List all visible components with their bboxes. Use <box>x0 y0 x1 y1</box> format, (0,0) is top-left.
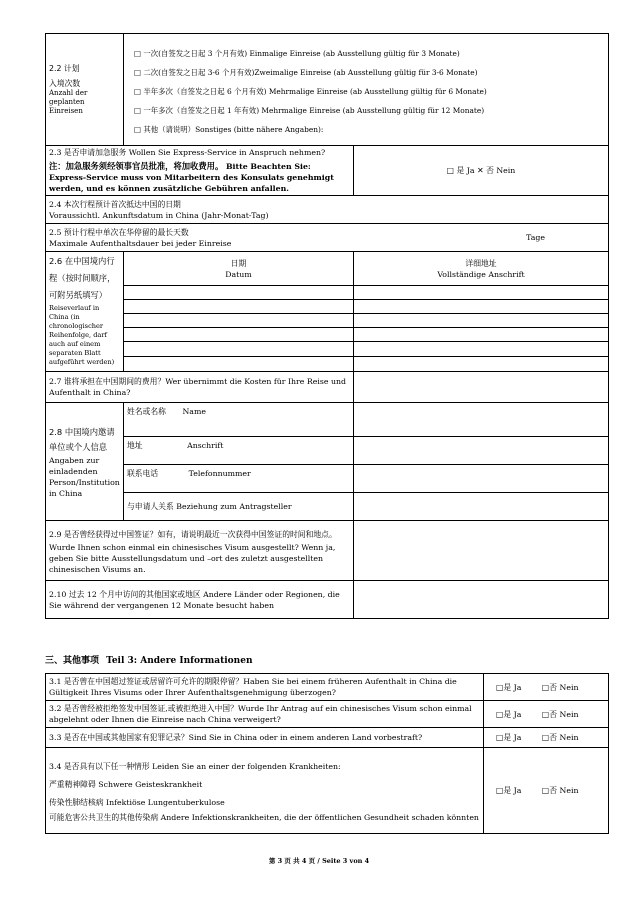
q31-question: 3.1 是否曾在中国超过签证或居留许可允许的期限停留？Haben Sie bei einem früheren Aufenthalt in China die Gültigkeit Ihres Visums oder Ihrer Aufenthaltsgenehmigung überzogen? <box>46 674 484 701</box>
q26-row <box>46 300 609 314</box>
q33-nein[interactable]: □否 Nein <box>541 733 579 742</box>
q26-address-input[interactable] <box>354 357 609 372</box>
q26-col-address <box>354 252 609 286</box>
q23-text <box>46 146 354 196</box>
q34-ja[interactable]: □是 Ja <box>496 786 522 795</box>
row-3-1 <box>46 674 609 701</box>
q24-cell[interactable] <box>46 196 609 224</box>
q28-address-label <box>124 437 354 465</box>
q26-address-input[interactable] <box>354 342 609 357</box>
other-info-table <box>45 673 609 834</box>
q32-ja[interactable]: □是 Ja <box>496 709 522 719</box>
q31-nein[interactable]: □否 Nein <box>541 682 579 692</box>
q22-option-once[interactable]: □ 一次(自签发之日起 3 个月有效) Einmalige Einreise (ab Ausstellung gültig für 3 Monate) <box>134 49 460 58</box>
q31-answer <box>484 674 609 701</box>
q26-col1-cn: 日期 <box>230 258 247 268</box>
q34-item3: 可能危害公共卫生的其他传染病 Andere Infektionskrankheiten, die der öffentlichen Gesundheit schaden könnten <box>49 812 479 822</box>
row-3-3 <box>46 728 609 748</box>
q26-row <box>46 328 609 342</box>
row-2-8-address <box>46 437 609 465</box>
row-2-5 <box>46 224 609 252</box>
q26-row <box>46 314 609 328</box>
q34-item1: 严重精神障碍 Schwere Geisteskrankheit <box>49 779 203 789</box>
q26-label <box>46 252 124 372</box>
q210-answer[interactable] <box>354 581 609 619</box>
q26-date-input[interactable] <box>124 300 354 314</box>
section-3-heading <box>45 653 253 666</box>
q25-label-cn: 2.5 预计行程中单次在华停留的最长天数 <box>49 227 189 237</box>
q33-answer <box>484 728 609 748</box>
q22-option-half-year[interactable]: □ 半年多次（自签发之日起 6 个月有效) Mehrmalige Einreise (ab Ausstellung gültig für 6 Monate) <box>134 87 487 96</box>
row-2-3 <box>46 146 609 196</box>
row-2-4 <box>46 196 609 224</box>
q28-label <box>46 403 124 521</box>
q28-label-cn: 2.8 中国境内邀请单位或个人信息 <box>49 426 115 452</box>
q34-question <box>46 748 484 834</box>
q22-label <box>46 34 124 146</box>
q26-col-date <box>124 252 354 286</box>
q26-address-input[interactable] <box>354 300 609 314</box>
q29-question <box>46 521 354 581</box>
q25-cell[interactable] <box>46 224 609 252</box>
row-2-9 <box>46 521 609 581</box>
q26-date-input[interactable] <box>124 314 354 328</box>
q28-name-label <box>124 403 354 437</box>
q27-question: 2.7 谁将承担在中国期间的费用？Wer übernimmt die Kosten für Ihre Reise und Aufenthalt in China? <box>46 372 354 403</box>
q22-option-one-year[interactable]: □ 一年多次（自签发之日起 1 年有效) Mehrmalige Einreise (ab Ausstellung gültig für 12 Monate) <box>134 106 485 115</box>
row-2-6-header <box>46 252 609 286</box>
row-2-2 <box>46 34 609 146</box>
q26-address-input[interactable] <box>354 314 609 328</box>
q210-question: 2.10 过去 12 个月中访问的其他国家或地区 Andere Länder oder Regionen, die Sie während der vergangenen 12 Monate besucht haben <box>46 581 354 619</box>
row-2-10 <box>46 581 609 619</box>
q26-address-input[interactable] <box>354 286 609 300</box>
q22-label-cn: 2.2 计划 <box>49 64 80 73</box>
q26-date-input[interactable] <box>124 328 354 342</box>
q28-addr-cn: 地址 <box>127 441 143 450</box>
q27-answer[interactable] <box>354 372 609 403</box>
q29-line2: Wurde Ihnen schon einmal ein chinesisches Visum ausgestellt? Wenn ja, geben Sie bitte Ausstellungsdatum und –ort des zuletzt ausgestellten chinesischen Visums an. <box>49 542 336 574</box>
q23-note-cn: 注：加急服务须经领事官员批准，将加收费用。 <box>49 161 224 171</box>
q28-name-de: Name <box>182 407 206 416</box>
row-2-8-name <box>46 403 609 437</box>
section-3-title-cn: 三、其他事项 <box>45 656 100 666</box>
q28-name-cn: 姓名或名称 <box>127 407 166 416</box>
q26-col1-de: Datum <box>225 269 252 279</box>
q26-row <box>46 286 609 300</box>
q31-ja[interactable]: □是 Ja <box>496 682 522 692</box>
q26-date-input[interactable] <box>124 357 354 372</box>
q33-ja[interactable]: □是 Ja <box>496 733 522 742</box>
q26-row <box>46 357 609 372</box>
page-footer: 第 3 页 共 4 页 / Seite 3 von 4 <box>268 857 370 865</box>
q34-item2: 传染性肺结核病 Infektiöse Lungentuberkulose <box>49 797 225 807</box>
q26-col2-cn: 详细地址 <box>465 258 497 268</box>
travel-info-table <box>45 33 609 619</box>
q23-question: 2.3 是否申请加急服务 Wollen Sie Express-Service in Anspruch nehmen? <box>49 148 326 157</box>
q29-line1: 2.9 是否曾经获得过中国签证？如有，请说明最近一次获得中国签证的时间和地点。 <box>49 529 337 539</box>
q26-date-input[interactable] <box>124 286 354 300</box>
section-3-title-de: Teil 3: Andere Informationen <box>106 656 253 666</box>
q23-note-de2: Express-Service muss von Mitarbeitern des Konsulats genehmigt werden, und es können zusätzliche Gebühren anfallen. <box>49 173 334 193</box>
q26-row <box>46 342 609 357</box>
q34-answer <box>484 748 609 834</box>
row-2-8-relation <box>46 493 609 521</box>
q28-address-input[interactable] <box>354 437 609 465</box>
q28-phone-de: Telefonnummer <box>188 469 251 478</box>
q24-label-cn: 2.4 本次行程预计首次抵达中国的日期 <box>49 199 181 209</box>
q26-label-cn: 2.6 在中国境内行程（按时间顺序，可附另纸填写） <box>49 256 116 300</box>
q22-option-twice[interactable]: □ 二次(自签发之日起 3-6 个月有效)Zweimalige Einreise (ab Ausstellung gültig für 3-6 Monate) <box>134 68 478 77</box>
q28-name-input[interactable] <box>354 403 609 437</box>
q29-answer[interactable] <box>354 521 609 581</box>
q26-label-de: Reiseverlauf in China (in chronologischer Reihenfolge, darf auch auf einem separaten Blatt aufgeführt werden) <box>49 304 115 366</box>
q23-answer[interactable]: □ 是 Ja ✕ 否 Nein <box>354 146 609 196</box>
q23-note-de1: Bitte Beachten Sie: <box>225 162 311 171</box>
q33-question: 3.3 是否在中国或其他国家有犯罪记录？Sind Sie in China oder in einem anderen Land vorbestraft? <box>46 728 484 748</box>
q34-text: 3.4 是否具有以下任一种情形 Leiden Sie an einer der folgenden Krankheiten: <box>49 761 341 771</box>
q28-phone-input[interactable] <box>354 465 609 493</box>
q34-nein[interactable]: □否 Nein <box>541 786 579 795</box>
q28-addr-de: Anschrift <box>187 441 224 450</box>
q26-address-input[interactable] <box>354 328 609 342</box>
q28-phone-cn: 联系电话 <box>127 469 159 478</box>
q32-question: 3.2 是否曾经被拒绝签发中国签证,或被拒绝进入中国？Wurde Ihr Antrag auf ein chinesisches Visum schon einmal abgelehnt oder Ihnen die Einreise nach China verweigert? <box>46 701 484 728</box>
q28-label-de: Angaben zur einladenden Person/Institution in China <box>49 455 120 498</box>
q22-label-cn2: 入境次数 <box>49 79 81 88</box>
q28-phone-label <box>124 465 354 493</box>
q32-answer <box>484 701 609 728</box>
q22-label-de: Anzahl der geplanten Einreisen <box>49 89 88 115</box>
q25-unit: Tage <box>526 233 545 242</box>
q28-relation-input[interactable] <box>354 493 609 521</box>
q22-option-other[interactable]: □ 其他（请说明）Sonstiges (bitte nähere Angaben): <box>134 125 324 134</box>
row-3-2 <box>46 701 609 728</box>
row-2-8-phone <box>46 465 609 493</box>
q26-date-input[interactable] <box>124 342 354 357</box>
q25-label-de: Maximale Aufenthaltsdauer bei jeder Einreise <box>49 238 232 248</box>
q28-relation-label: 与申请人关系 Beziehung zum Antragsteller <box>124 493 354 521</box>
q22-options <box>124 34 609 146</box>
q32-nein[interactable]: □否 Nein <box>541 709 579 719</box>
row-3-4 <box>46 748 609 834</box>
row-2-7 <box>46 372 609 403</box>
q26-col2-de: Vollständige Anschrift <box>437 269 525 279</box>
q24-label-de: Voraussichtl. Ankunftsdatum in China (Jahr-Monat-Tag) <box>49 210 269 220</box>
